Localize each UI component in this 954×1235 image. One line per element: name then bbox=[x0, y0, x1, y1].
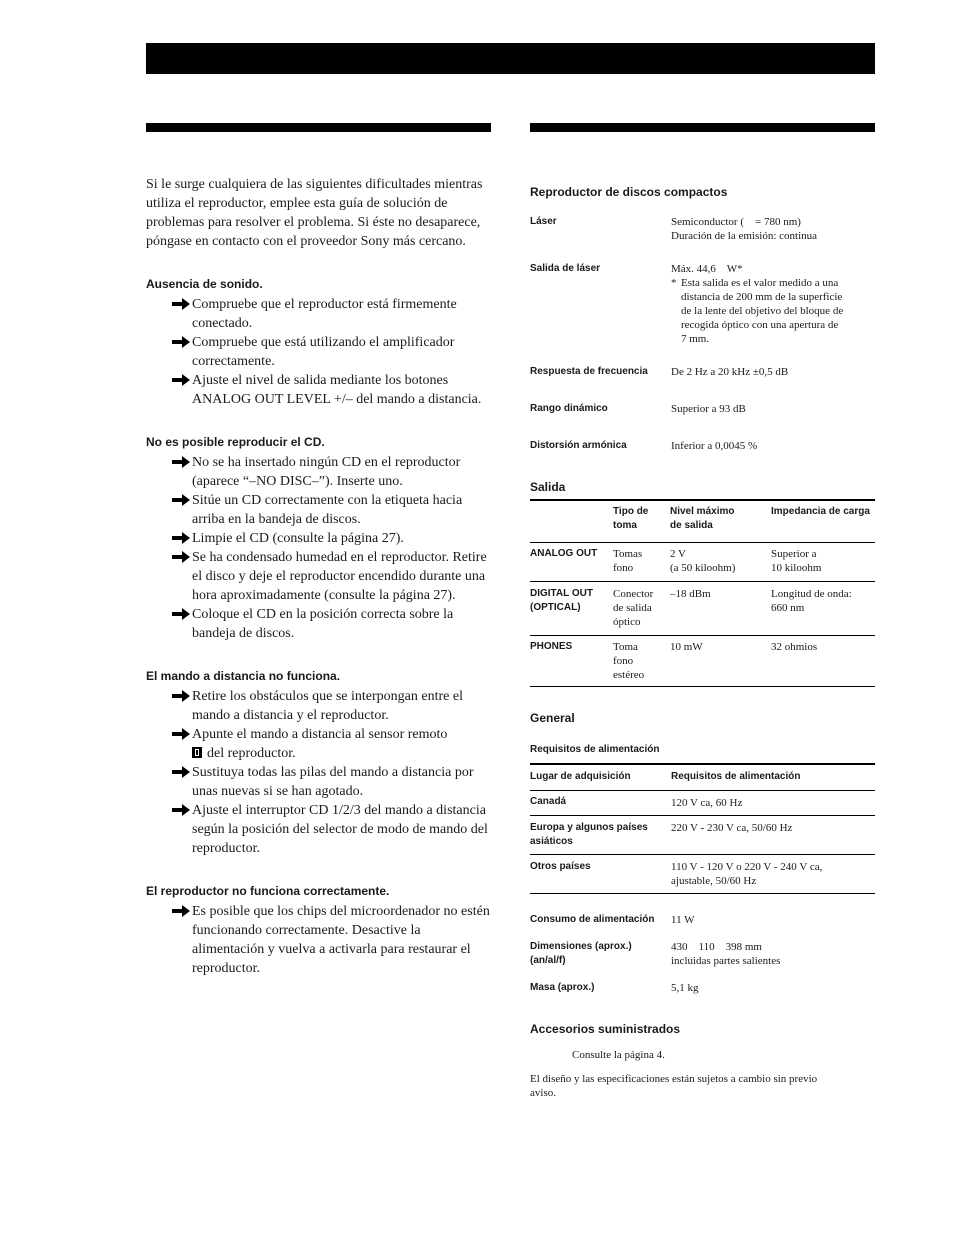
section-rule-right bbox=[530, 123, 875, 132]
label-line: DIGITAL OUT bbox=[530, 588, 593, 599]
footnote bbox=[671, 276, 875, 346]
footnote-mark: * bbox=[671, 277, 677, 289]
table-rule bbox=[530, 635, 875, 636]
remedy-item bbox=[146, 902, 492, 978]
spec-value-mass: 5,1 kg bbox=[671, 982, 699, 994]
label-line: Europa y algunos países bbox=[530, 822, 648, 833]
arrow-right-icon bbox=[172, 608, 190, 620]
remedy-item bbox=[146, 801, 492, 858]
cell-line: estéreo bbox=[613, 669, 645, 681]
cell-line: 10 kiloohm bbox=[771, 562, 822, 574]
column-header-level bbox=[670, 505, 734, 533]
intro-paragraph: Si le surge cualquiera de las siguientes dificultades mientras utiliza el reproductor, emplee esta guía de solución de problemas para resolver el problema. Si éste no desaparece, póngase en contacto con el proveedor Sony más cercano. bbox=[146, 177, 483, 249]
table-cell-level: 10 mW bbox=[670, 641, 703, 653]
remedy-text: Ajuste el nivel de salida mediante los botones ANALOG OUT LEVEL +/– del mando a distancia. bbox=[192, 373, 482, 407]
remedy-text: Es posible que los chips del microordenador no estén funcionando correctamente. Desactive la alimentación y vuelva a activarla para restaurar el reproductor. bbox=[192, 904, 490, 976]
spec-label-frequency: Respuesta de frecuencia bbox=[530, 366, 648, 377]
section-title-cd: Reproductor de discos compactos bbox=[530, 185, 728, 199]
cell-line: Tomas bbox=[613, 548, 643, 560]
section-title-accessories: Accesorios suministrados bbox=[530, 1022, 681, 1036]
spec-label-dynamic-range: Rango dinámico bbox=[530, 403, 608, 414]
remedy-item bbox=[146, 763, 492, 801]
footer-note bbox=[530, 1072, 875, 1100]
remedy-item bbox=[146, 529, 492, 548]
remedy-item bbox=[146, 687, 492, 725]
table-rule bbox=[530, 542, 875, 543]
cell-line: (a 50 kiloohm) bbox=[670, 562, 736, 574]
arrow-right-icon bbox=[172, 494, 190, 506]
table-rule bbox=[530, 815, 875, 816]
table-cell-type bbox=[613, 587, 653, 629]
remedy-text: Sustituya todas las pilas del mando a distancia por unas nuevas si se han agotado. bbox=[192, 765, 474, 799]
remedy-text: Coloque el CD en la posición correcta sobre la bandeja de discos. bbox=[192, 607, 454, 641]
table-cell-impedance: 32 ohmios bbox=[771, 641, 818, 653]
remedy-text-tail: del reproductor. bbox=[207, 746, 296, 761]
remedy-text: No se ha insertado ningún CD en el reproductor (aparece “–NO DISC–”). Inserte uno. bbox=[192, 455, 461, 489]
remedy-text: Limpie el CD (consulte la página 27). bbox=[192, 531, 404, 546]
remedy-text: Ajuste el interruptor CD 1/2/3 del mando a distancia según la posición del selector de modo de mando del reproductor. bbox=[192, 803, 488, 856]
problem-title: El mando a distancia no funciona. bbox=[146, 669, 341, 683]
table-cell-level: –18 dBm bbox=[670, 588, 711, 600]
cell-line: de salida bbox=[613, 602, 652, 614]
cell-line: 660 nm bbox=[771, 602, 805, 614]
table-cell-requirements: 120 V ca, 60 Hz bbox=[671, 797, 743, 809]
arrow-right-icon bbox=[172, 690, 190, 702]
table-rule bbox=[530, 763, 875, 765]
table-cell-impedance bbox=[771, 547, 821, 575]
remedy-item bbox=[146, 333, 492, 371]
cell-line: ajustable, 50/60 Hz bbox=[671, 875, 757, 887]
column-header-type bbox=[613, 505, 648, 533]
spec-label-laser: Láser bbox=[530, 216, 557, 227]
footnote-line: 7 mm. bbox=[681, 333, 710, 345]
table-row-label: ANALOG OUT bbox=[530, 548, 598, 559]
spec-value-line: incluidas partes salientes bbox=[671, 955, 781, 967]
arrow-right-icon bbox=[172, 456, 190, 468]
remedy-text: Sitúe un CD correctamente con la etiqueta hacia arriba en la bandeja de discos. bbox=[192, 493, 463, 527]
spec-value-line: 430 110 398 mm bbox=[671, 941, 762, 953]
table-rule bbox=[530, 686, 875, 687]
spec-value-laser bbox=[671, 215, 875, 243]
remedy-item bbox=[146, 491, 492, 529]
spec-label-mass: Masa (aprox.) bbox=[530, 982, 595, 993]
problem-title: No es posible reproducir el CD. bbox=[146, 435, 325, 449]
spec-label-laser-output: Salida de láser bbox=[530, 263, 601, 274]
cell-line: fono bbox=[613, 655, 634, 667]
table-row-label: Canadá bbox=[530, 796, 567, 807]
label-line: Dimensiones (aprox.) bbox=[530, 941, 632, 952]
spec-value-line: Semiconductor ( = 780 nm) bbox=[671, 216, 801, 228]
spec-value-line: Duración de la emisión: continua bbox=[671, 230, 818, 242]
column-header-place: Lugar de adquisición bbox=[530, 771, 631, 782]
footnote-line: recogida óptico con una apertura de bbox=[681, 319, 839, 331]
footer-line: El diseño y las especificaciones están sujetos a cambio sin previo bbox=[530, 1073, 818, 1085]
label-line: (an/al/f) bbox=[530, 955, 566, 966]
table-cell-requirements bbox=[671, 860, 822, 888]
header-line: Nivel máximo bbox=[670, 506, 735, 517]
problem-block bbox=[146, 276, 492, 409]
problem-block bbox=[146, 668, 492, 858]
table-cell-impedance bbox=[771, 587, 852, 615]
footnote-line: distancia de 200 mm de la superficie bbox=[681, 291, 843, 303]
arrow-right-icon bbox=[172, 905, 190, 917]
arrow-right-icon bbox=[172, 336, 190, 348]
remedy-item bbox=[146, 295, 492, 333]
remedy-item bbox=[146, 371, 492, 409]
spec-value-laser-output bbox=[671, 262, 875, 346]
problem-block bbox=[146, 883, 492, 978]
table-row-label bbox=[530, 587, 593, 615]
cell-line: Conector bbox=[613, 588, 654, 600]
table-rule bbox=[530, 893, 875, 894]
spec-label-consumption: Consumo de alimentación bbox=[530, 914, 655, 925]
cell-line: Superior a bbox=[771, 548, 817, 560]
remedy-item bbox=[146, 453, 492, 491]
table-row-label: Otros países bbox=[530, 861, 591, 872]
footnote-line: Esta salida es el valor medido a una bbox=[681, 277, 839, 289]
remote-sensor-icon bbox=[192, 747, 202, 758]
label-line: asiáticos bbox=[530, 836, 573, 847]
cell-line: óptico bbox=[613, 616, 641, 628]
header-line: Tipo de bbox=[613, 506, 649, 517]
problem-title: El reproductor no funciona correctamente. bbox=[146, 884, 390, 898]
accessories-reference: Consulte la página 4. bbox=[572, 1049, 665, 1061]
cell-line: Toma bbox=[613, 641, 638, 653]
remedy-text: Se ha condensado humedad en el reproductor. Retire el disco y deje el reproductor encendido durante una hora aproximadamente (consulte la página 27). bbox=[192, 550, 487, 603]
remedy-item bbox=[146, 605, 492, 643]
power-requirements-label: Requisitos de alimentación bbox=[530, 744, 660, 755]
table-row-label: PHONES bbox=[530, 641, 573, 652]
spec-value-line: Máx. 44,6 W* bbox=[671, 263, 743, 275]
table-rule bbox=[530, 499, 875, 501]
section-rule-left bbox=[146, 123, 491, 132]
remedy-text: Apunte el mando a distancia al sensor remoto bbox=[192, 727, 448, 742]
arrow-right-icon bbox=[172, 532, 190, 544]
table-cell-level bbox=[670, 547, 735, 575]
section-title-general: General bbox=[530, 711, 575, 725]
problem-title: Ausencia de sonido. bbox=[146, 277, 263, 291]
arrow-right-icon bbox=[172, 804, 190, 816]
table-row-label bbox=[530, 821, 648, 849]
column-header-requirements: Requisitos de alimentación bbox=[671, 771, 801, 782]
label-line: (OPTICAL) bbox=[530, 602, 581, 613]
remedy-text: Compruebe que el reproductor está firmemente conectado. bbox=[192, 297, 457, 331]
cell-line: 110 V - 120 V o 220 V - 240 V ca, bbox=[671, 861, 823, 873]
table-cell-type bbox=[613, 547, 642, 575]
arrow-right-icon bbox=[172, 298, 190, 310]
spec-label-distortion: Distorsión armónica bbox=[530, 440, 627, 451]
spec-value-frequency: De 2 Hz a 20 kHz ±0,5 dB bbox=[671, 366, 789, 378]
problem-block bbox=[146, 434, 492, 643]
table-rule bbox=[530, 581, 875, 582]
arrow-right-icon bbox=[172, 551, 190, 563]
spec-value-dimensions bbox=[671, 940, 875, 968]
cell-line: 2 V bbox=[670, 548, 686, 560]
footer-line: aviso. bbox=[530, 1087, 556, 1099]
table-rule bbox=[530, 790, 875, 791]
table-rule bbox=[530, 854, 875, 855]
table-cell-requirements: 220 V - 230 V ca, 50/60 Hz bbox=[671, 822, 793, 834]
footnote-line: de la lente del objetivo del bloque de bbox=[681, 305, 844, 317]
section-title-output: Salida bbox=[530, 480, 566, 494]
remedy-text: Retire los obstáculos que se interpongan entre el mando a distancia y el reproductor. bbox=[192, 689, 463, 723]
remedy-text: Compruebe que está utilizando el amplificador correctamente. bbox=[192, 335, 455, 369]
spec-label-dimensions bbox=[530, 940, 632, 968]
spec-value-dynamic-range: Superior a 93 dB bbox=[671, 403, 746, 415]
arrow-right-icon bbox=[172, 374, 190, 386]
header-bar bbox=[146, 43, 875, 74]
header-line: de salida bbox=[670, 520, 713, 531]
cell-line: fono bbox=[613, 562, 634, 574]
header-line: toma bbox=[613, 520, 637, 531]
remedy-item bbox=[146, 548, 492, 605]
table-cell-type bbox=[613, 640, 644, 682]
column-header-impedance: Impedancia de carga bbox=[771, 506, 870, 517]
remedy-item bbox=[146, 725, 492, 763]
arrow-right-icon bbox=[172, 728, 190, 740]
spec-value-consumption: 11 W bbox=[671, 914, 695, 926]
cell-line: Longitud de onda: bbox=[771, 588, 852, 600]
spec-value-distortion: Inferior a 0,0045 % bbox=[671, 440, 758, 452]
troubleshooting-column bbox=[146, 175, 492, 978]
arrow-right-icon bbox=[172, 766, 190, 778]
